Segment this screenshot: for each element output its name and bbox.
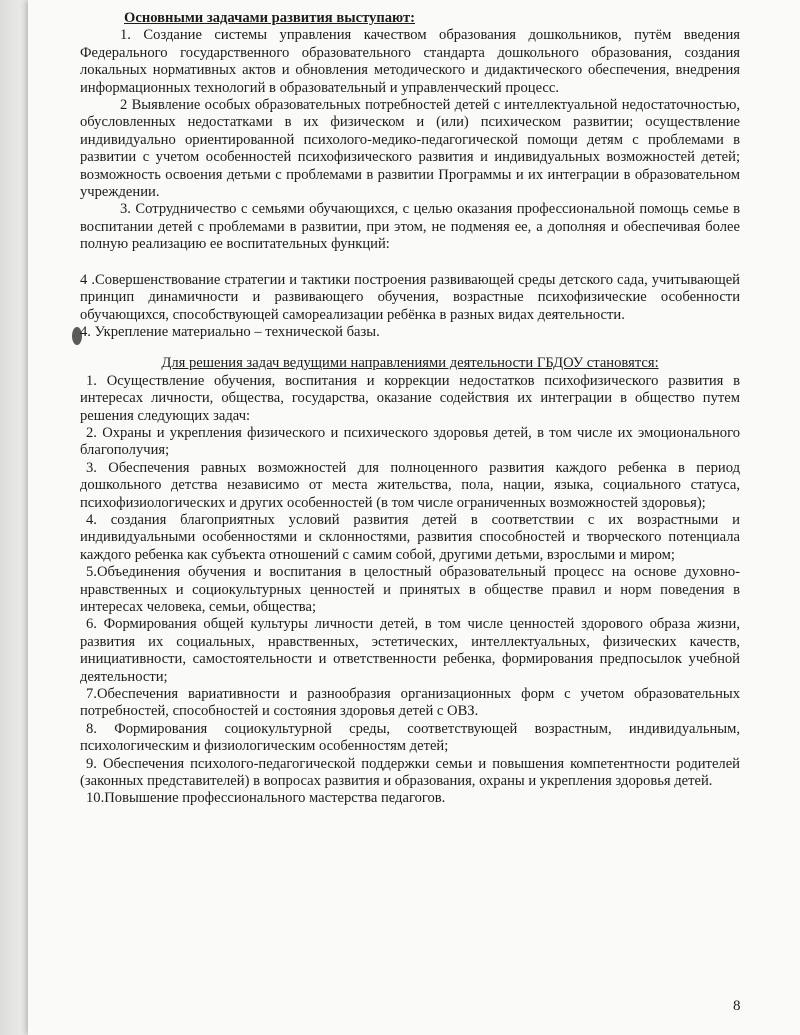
directions-heading: Для решения задач ведущими направлениями деятельности ГБДОУ становятся: <box>161 355 659 372</box>
task-item-2: 2 Выявление особых образовательных потребностей детей с интеллектуальной недостаточностью, обусловленных недостатками в их физическом и (или) психическом развитии; осуществление индивидуально ориентированной психолого-медико-педагогической помощи детям с проблемами в развитии с учетом особенностей психофизического развития и индивидуальных возможностей детей; возможность освоения детьми с проблемами в развитии Программы и их интеграции в образовательном учреждении. <box>80 97 740 201</box>
direction-item-4: 4. создания благоприятных условий развития детей в соответствии с их возрастными и индивидуальными особенностями и склонностями, развития способностей и творческого потенциала каждого ребенка как субъекта отношений с самим собой, другими детьми, взрослыми и миром; <box>80 511 740 563</box>
spacer <box>80 341 740 355</box>
direction-item-10: 10.Повышение профессионального мастерства педагогов. <box>86 790 446 807</box>
page-number: 8 <box>733 998 741 1014</box>
document-body <box>80 10 740 808</box>
direction-item-1: 1. Осуществление обучения, воспитания и коррекции недостатков психофизического развития в интересах личности, общества, государства, оказание содействия их интеграции в общество путем решения следующих задач: <box>80 372 740 424</box>
task-item-3: 3. Сотрудничество с семьями обучающихся, с целью оказания профессиональной помощь семье в воспитании детей с проблемами в развитии, при этом, не подменяя ее, а дополняя и обеспечивая более полную реализацию ее воспитательных функций: <box>80 201 740 253</box>
direction-item-8: 8. Формирования социокультурной среды, соответствующей возрастным, индивидуальным, психологическим и физиологическим особенностям детей; <box>80 720 740 755</box>
direction-item-2: 2. Охраны и укрепления физического и психического здоровья детей, в том числе их эмоционального благополучия; <box>80 424 740 459</box>
direction-item-5: 5.Объединения обучения и воспитания в целостный образовательный процесс на основе духовно-нравственных и социокультурных ценностей и принятых в обществе правил и норм поведения в интересах человека, семьи, общества; <box>80 564 740 615</box>
direction-item-7: 7.Обеспечения вариативности и разнообразия организационных форм с учетом образовательных потребностей, способностей и состояния здоровья детей с ОВЗ. <box>80 686 740 720</box>
task-item-5: 4. Укрепление материально – технической базы. <box>80 323 380 340</box>
tasks-heading: Основными задачами развития выступают: <box>124 10 416 26</box>
direction-item-6: 6. Формирования общей культуры личности детей, в том числе ценностей здорового образа жизни, развития их социальных, нравственных, эстетических, интеллектуальных, физических качеств, инициативности, самостоятельности и ответственности ребенка, формирования предпосылок учебной деятельности; <box>80 616 740 685</box>
direction-item-3: 3. Обеспечения равных возможностей для полноценного развития каждого ребенка в период дошкольного детства независимо от места жительства, пола, нации, языка, социального статуса, психофизиологических и других особенностей (в том числе ограниченных возможностей здоровья); <box>80 459 740 511</box>
binding-edge <box>0 0 28 1035</box>
task-item-1: 1. Создание системы управления качеством образования дошкольников, путём введения Федерального государственного образовательного стандарта дошкольного образования, создания локальных нормативных актов и обновления методического и дидактического обеспечения, внедрения информационных технологий в образовательный и управленческий процесс. <box>80 27 740 96</box>
task-item-4: 4 .Совершенствование стратегии и тактики построения развивающей среды детского сада, учитывающей принцип динамичности и развивающего обучения, возрастные психофизические особенности обучающихся, способствующей самореализации ребёнка в разных видах деятельности. <box>80 271 740 323</box>
document-page <box>28 0 800 1035</box>
direction-item-9: 9. Обеспечения психолого-педагогической поддержки семьи и повышения компетентности родителей (законных представителей) в вопросах развития и образования, охраны и укрепления здоровья детей. <box>80 755 740 790</box>
spacer <box>80 254 740 272</box>
